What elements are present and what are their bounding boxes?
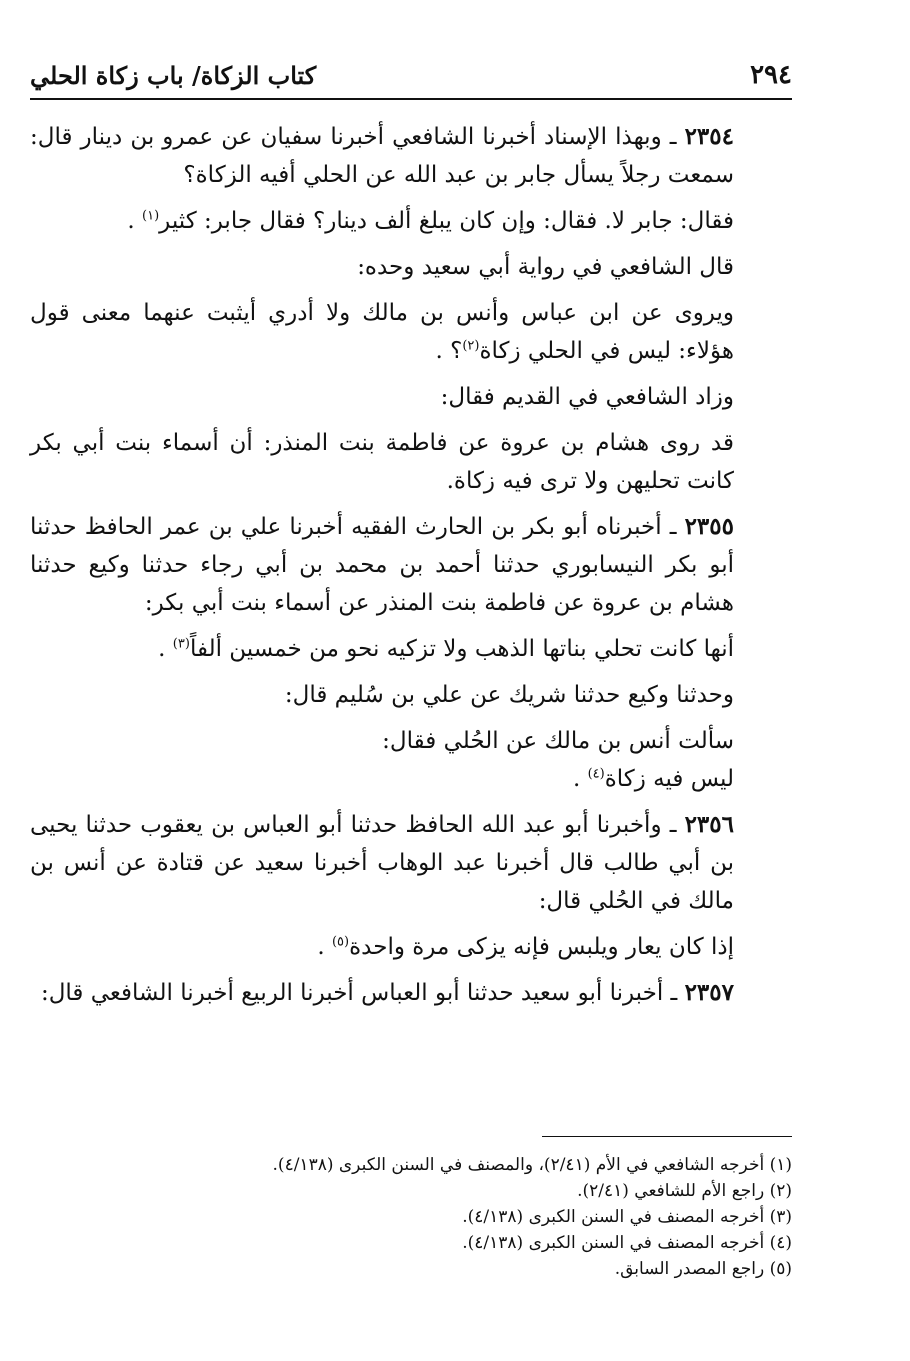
hadith-number: ٢٣٥٧ [684, 979, 734, 1006]
paragraph-text: فقال: جابر لا. فقال: وإن كان يبلغ ألف دينار؟ فقال جابر: كثير [159, 208, 734, 234]
paragraph [30, 424, 792, 500]
footnote-ref: (١) [142, 208, 160, 224]
paragraph [30, 202, 792, 240]
punctuation: . [317, 934, 332, 960]
footnote-divider [542, 1136, 792, 1137]
footnote-ref: (٥) [331, 934, 350, 950]
paragraph-text: قال الشافعي في رواية أبي سعيد وحده: [357, 254, 734, 280]
footnote: (٥) راجع المصدر السابق. [614, 1259, 792, 1279]
hadith-number: ٢٣٥٤ [684, 123, 734, 150]
footnote: (٤) أخرجه المصنف في السنن الكبرى (٤/١٣٨). [462, 1233, 792, 1253]
paragraph-text: أنها كانت تحلي بناتها الذهب ولا تزكيه نحو من خمسين ألفاً [189, 636, 734, 662]
page-header [30, 52, 792, 98]
paragraph [30, 248, 792, 286]
footnote: (٣) أخرجه المصنف في السنن الكبرى (٤/١٣٨). [462, 1207, 792, 1227]
paragraph-text: ـ وبهذا الإسناد أخبرنا الشافعي أخبرنا سفيان عن عمرو بن دينار قال: سمعت رجلاً يسأل جابر بن عبد الله عن الحلي أفيه الزكاة؟ [30, 124, 734, 188]
hadith-2355 [30, 508, 792, 622]
header-divider [30, 98, 792, 100]
hadith-number: ٢٣٥٦ [684, 811, 734, 838]
paragraph-text: ـ أخبرناه أبو بكر بن الحارث الفقيه أخبرنا علي بن عمر الحافظ حدثنا أبو بكر النيسابوري حدثنا أحمد بن محمد بن أبي رجاء حدثنا وكيع حدثنا هشام بن عروة عن فاطمة بنت المنذر عن أسماء بنت أبي بكر: [30, 514, 734, 616]
paragraph-text: سألت أنس بن مالك عن الحُلي فقال: [382, 728, 734, 754]
main-text [30, 118, 792, 1020]
hadith-2356 [30, 806, 792, 920]
paragraph [30, 630, 792, 668]
paragraph [30, 294, 792, 370]
paragraph [30, 676, 792, 714]
punctuation: . [572, 766, 588, 792]
paragraph-text: وحدثنا وكيع حدثنا شريك عن علي بن سُليم قال: [284, 682, 734, 708]
running-title: كتاب الزكاة/ باب زكاة الحلي [30, 60, 317, 90]
paragraph [30, 378, 792, 416]
paragraph-text: قد روى هشام بن عروة عن فاطمة بنت المنذر: أن أسماء بنت أبي بكر كانت تحليهن ولا ترى فيه زكاة. [30, 430, 734, 494]
paragraph-text: إذا كان يعار ويلبس فإنه يزكى مرة واحدة [349, 934, 734, 960]
page-number: ٢٩٤ [750, 60, 792, 90]
hadith-2357 [30, 974, 792, 1012]
paragraph [30, 928, 792, 966]
hadith-2354 [30, 118, 792, 194]
punctuation: . [158, 636, 173, 662]
paragraph [30, 760, 792, 798]
paragraph-text: وزاد الشافعي في القديم فقال: [440, 384, 734, 410]
hadith-number: ٢٣٥٥ [684, 513, 734, 540]
punctuation: ؟ . [435, 338, 463, 364]
footnotes [30, 1152, 792, 1282]
paragraph-text: ـ أخبرنا أبو سعيد حدثنا أبو العباس أخبرنا الربيع أخبرنا الشافعي قال: [40, 980, 685, 1006]
paragraph-text: ليس فيه زكاة [604, 766, 734, 792]
footnote-ref: (٣) [172, 636, 190, 652]
paragraph [30, 722, 792, 760]
paragraph-text: ـ وأخبرنا أبو عبد الله الحافظ حدثنا أبو العباس بن يعقوب حدثنا يحيى بن أبي طالب قال أخبرنا عبد الوهاب أخبرنا سعيد عن قتادة عن أنس بن مالك في الحُلي قال: [30, 812, 734, 914]
footnote: (٢) راجع الأم للشافعي (٢/٤١). [577, 1181, 792, 1201]
paragraph-text: ويروى عن ابن عباس وأنس بن مالك ولا أدري أيثبت عنهما معنى قول هؤلاء: ليس في الحلي زكاة [30, 300, 734, 364]
footnote-ref: (٤) [587, 766, 605, 782]
footnote: (١) أخرجه الشافعي في الأم (٢/٤١)، والمصنف في السنن الكبرى (٤/١٣٨). [272, 1155, 792, 1175]
footnote-ref: (٢) [462, 338, 480, 354]
punctuation: . [127, 208, 143, 234]
